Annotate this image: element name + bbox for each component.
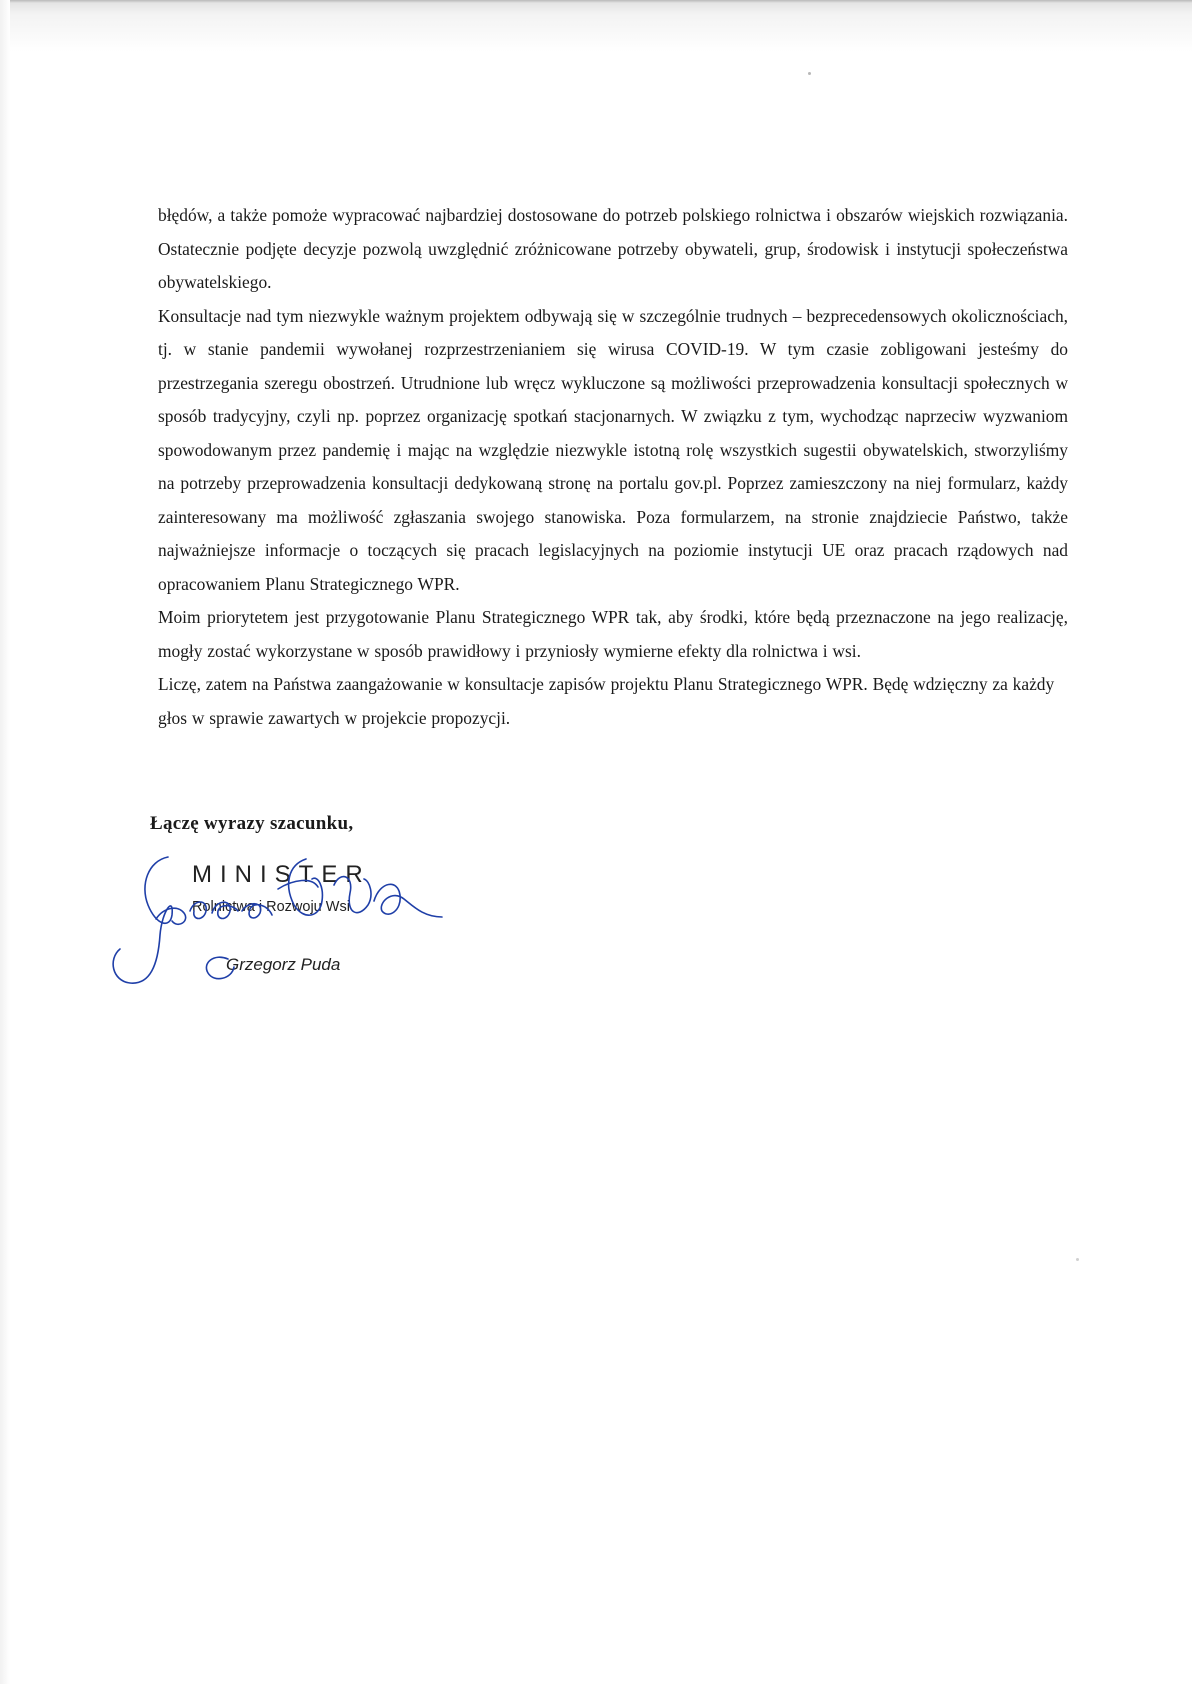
letter-paragraph: błędów, a także pomoże wypracować najbardziej dostosowane do potrzeb polskiego rolnictwa i obszarów wiejskich rozwiązania. Ostatecznie podjęte decyzje pozwolą uwzględnić zróżnicowane potrzeby obywateli, grup, środowisk i instytucji społeczeństwa obywatelskiego.: [158, 205, 1068, 292]
letter-paragraph: Liczę, zatem na Państwa zaangażowanie w konsultacje zapisów projektu Planu Strategicznego WPR. Będę wdzięczny za każdy głos w sprawie zawartych w projekcie propozycji.: [158, 674, 1055, 728]
letter-paragraph: Moim priorytetem jest przygotowanie Planu Strategicznego WPR tak, aby środki, które będą przeznaczone na jego realizację, mogły zostać wykorzystane w sposób prawidłowy i przyniosły wymierne efekty dla rolnictwa i wsi.: [158, 607, 1068, 661]
stamp-title: MINISTER: [192, 861, 371, 888]
scan-speck: [808, 72, 811, 75]
minister-stamp: [110, 855, 470, 1005]
scan-top-shadow: [0, 0, 1192, 52]
closing-salutation: Łączę wyrazy szacunku,: [150, 813, 354, 834]
stamp-subtitle: Rolnictwa i Rozwoju Wsi: [192, 899, 350, 915]
stamp-name: Grzegorz Puda: [226, 955, 341, 974]
scan-speck: [1076, 1258, 1079, 1261]
scan-left-edge: [0, 0, 10, 1684]
letter-body: [158, 199, 1068, 735]
letter-paragraph: Konsultacje nad tym niezwykle ważnym projektem odbywają się w szczególnie trudnych – bezprecedensowych okolicznościach, tj. w stanie pandemii wywołanej rozprzestrzenianiem się wirusa COVID-19. W tym czasie zobligowani jesteśmy do przestrzegania szeregu obostrzeń. Utrudnione lub wręcz wykluczone są możliwości przeprowadzenia konsultacji społecznych w sposób tradycyjny, czyli np. poprzez organizację spotkań stacjonarnych. W związku z tym, wychodząc naprzeciw wyzwaniom spowodowanym przez pandemię i mając na względzie niezwykle istotną rolę wszystkich sugestii obywatelskich, stworzyliśmy na potrzeby przeprowadzenia konsultacji dedykowaną stronę na portalu gov.pl. Poprzez zamieszczony na niej formularz, każdy zainteresowany ma możliwość zgłaszania swojego stanowiska. Poza formularzem, na stronie znajdziecie Państwo, także najważniejsze informacje o toczących się pracach legislacyjnych na poziomie instytucji UE oraz pracach rządowych nad opracowaniem Planu Strategicznego WPR.: [158, 305, 1068, 594]
